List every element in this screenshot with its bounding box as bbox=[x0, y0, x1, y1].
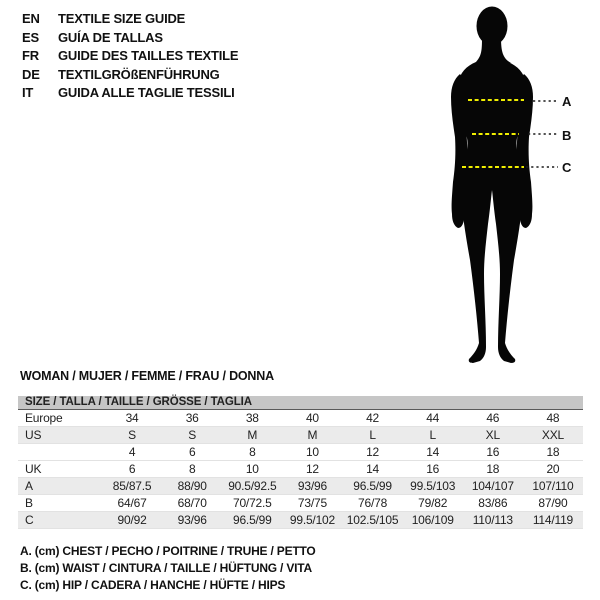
language-row bbox=[22, 47, 238, 66]
language-label: TEXTILE SIZE GUIDE bbox=[58, 11, 186, 26]
size-cell: 36 bbox=[185, 411, 199, 425]
row-label bbox=[18, 444, 102, 461]
legend-line: C. (cm) HIP / CADERA / HANCHE / HÜFTE / HIPS bbox=[20, 577, 286, 592]
language-code: ES bbox=[22, 29, 39, 45]
size-cell: 99.5/102 bbox=[282, 512, 342, 529]
language-code: DE bbox=[22, 66, 40, 82]
size-cell: 4 bbox=[102, 444, 162, 461]
size-cell: 14 bbox=[403, 444, 463, 461]
size-cell: 6 bbox=[162, 444, 222, 461]
language-code: EN bbox=[22, 11, 40, 26]
size-cell: 107/110 bbox=[523, 478, 583, 495]
size-cell: 102.5/105 bbox=[343, 512, 403, 529]
language-label: GUIDA ALLE TAGLIE TESSILI bbox=[58, 85, 235, 101]
size-cell: 12 bbox=[343, 444, 403, 461]
language-row bbox=[22, 66, 238, 85]
size-cell: 88/90 bbox=[162, 478, 222, 495]
size-cell: 42 bbox=[366, 411, 380, 425]
size-cell: 73/75 bbox=[282, 495, 342, 512]
size-cell: 68/70 bbox=[162, 495, 222, 512]
language-label: TEXTILGRÖßENFÜHRUNG bbox=[58, 66, 220, 82]
size-cell: 83/86 bbox=[463, 495, 523, 512]
woman-silhouette-figure bbox=[420, 6, 600, 366]
size-cell: M bbox=[282, 427, 342, 444]
size-cell: 34 bbox=[125, 411, 139, 425]
size-cell: 76/78 bbox=[343, 495, 403, 512]
size-cell: 12 bbox=[282, 461, 342, 478]
silhouette-body bbox=[457, 62, 526, 363]
size-cell: 114/119 bbox=[523, 512, 583, 529]
size-cell: 90.5/92.5 bbox=[222, 478, 282, 495]
size-cell: 44 bbox=[426, 411, 440, 425]
hip-label: C bbox=[562, 160, 572, 175]
chest-label: A bbox=[562, 94, 572, 109]
row-label: B bbox=[18, 495, 102, 512]
table-row bbox=[18, 461, 583, 478]
section-title: WOMAN / MUJER / FEMME / FRAU / DONNA bbox=[20, 369, 274, 383]
size-table bbox=[18, 396, 583, 529]
size-cell: 106/109 bbox=[403, 512, 463, 529]
table-row bbox=[18, 478, 583, 495]
size-cell: 90/92 bbox=[102, 512, 162, 529]
size-cell: 96.5/99 bbox=[222, 512, 282, 529]
row-label: Europe bbox=[25, 411, 63, 425]
size-cell: 110/113 bbox=[463, 512, 523, 529]
size-cell: 85/87.5 bbox=[102, 478, 162, 495]
size-cell: 8 bbox=[162, 461, 222, 478]
size-cell: M bbox=[222, 427, 282, 444]
size-cell: 20 bbox=[523, 461, 583, 478]
table-row bbox=[18, 444, 583, 461]
row-label: US bbox=[18, 427, 102, 444]
legend-line: B. (cm) WAIST / CINTURA / TAILLE / HÜFTUNG / VITA bbox=[20, 560, 312, 575]
size-cell: 18 bbox=[463, 461, 523, 478]
woman-silhouette bbox=[420, 6, 600, 366]
silhouette-neck bbox=[475, 36, 511, 63]
size-cell: 93/96 bbox=[282, 478, 342, 495]
legend-line: A. (cm) CHEST / PECHO / POITRINE / TRUHE / PETTO bbox=[20, 544, 316, 558]
language-code: IT bbox=[22, 85, 34, 101]
size-cell: 64/67 bbox=[102, 495, 162, 512]
table-row bbox=[18, 427, 583, 444]
language-row bbox=[22, 84, 238, 103]
language-guide bbox=[22, 10, 238, 103]
size-cell: XXL bbox=[523, 427, 583, 444]
size-cell: S bbox=[162, 427, 222, 444]
measurement-legend bbox=[20, 543, 316, 593]
size-cell: 46 bbox=[486, 411, 500, 425]
size-cell: 16 bbox=[463, 444, 523, 461]
language-row bbox=[22, 29, 238, 48]
row-label: C bbox=[18, 512, 102, 529]
size-cell: 10 bbox=[282, 444, 342, 461]
size-cell: 40 bbox=[305, 411, 319, 425]
size-cell: 93/96 bbox=[162, 512, 222, 529]
size-cell: 18 bbox=[523, 444, 583, 461]
waist-label: B bbox=[562, 128, 572, 143]
size-cell: 79/82 bbox=[403, 495, 463, 512]
row-label: A bbox=[18, 478, 102, 495]
size-cell: XL bbox=[463, 427, 523, 444]
size-cell: 8 bbox=[222, 444, 282, 461]
size-cell: 14 bbox=[343, 461, 403, 478]
row-label: UK bbox=[18, 461, 102, 478]
table-row bbox=[18, 410, 583, 427]
size-cell: 104/107 bbox=[463, 478, 523, 495]
table-row bbox=[18, 495, 583, 512]
table-row bbox=[18, 512, 583, 529]
size-cell: 87/90 bbox=[523, 495, 583, 512]
language-label: GUIDE DES TAILLES TEXTILE bbox=[58, 48, 239, 64]
size-table-header: SIZE / TALLA / TAILLE / GRÖSSE / TAGLIA bbox=[18, 396, 583, 410]
size-cell: 38 bbox=[245, 411, 259, 425]
language-label: GUÍA DE TALLAS bbox=[58, 29, 163, 45]
size-cell: 48 bbox=[546, 411, 560, 425]
size-cell: L bbox=[343, 427, 403, 444]
language-row bbox=[22, 10, 238, 29]
size-cell: 6 bbox=[102, 461, 162, 478]
language-code: FR bbox=[22, 48, 39, 64]
size-cell: 96.5/99 bbox=[343, 478, 403, 495]
size-cell: L bbox=[403, 427, 463, 444]
size-cell: 99.5/103 bbox=[403, 478, 463, 495]
size-cell: 70/72.5 bbox=[222, 495, 282, 512]
size-cell: S bbox=[102, 427, 162, 444]
size-cell: 10 bbox=[222, 461, 282, 478]
size-cell: 16 bbox=[403, 461, 463, 478]
